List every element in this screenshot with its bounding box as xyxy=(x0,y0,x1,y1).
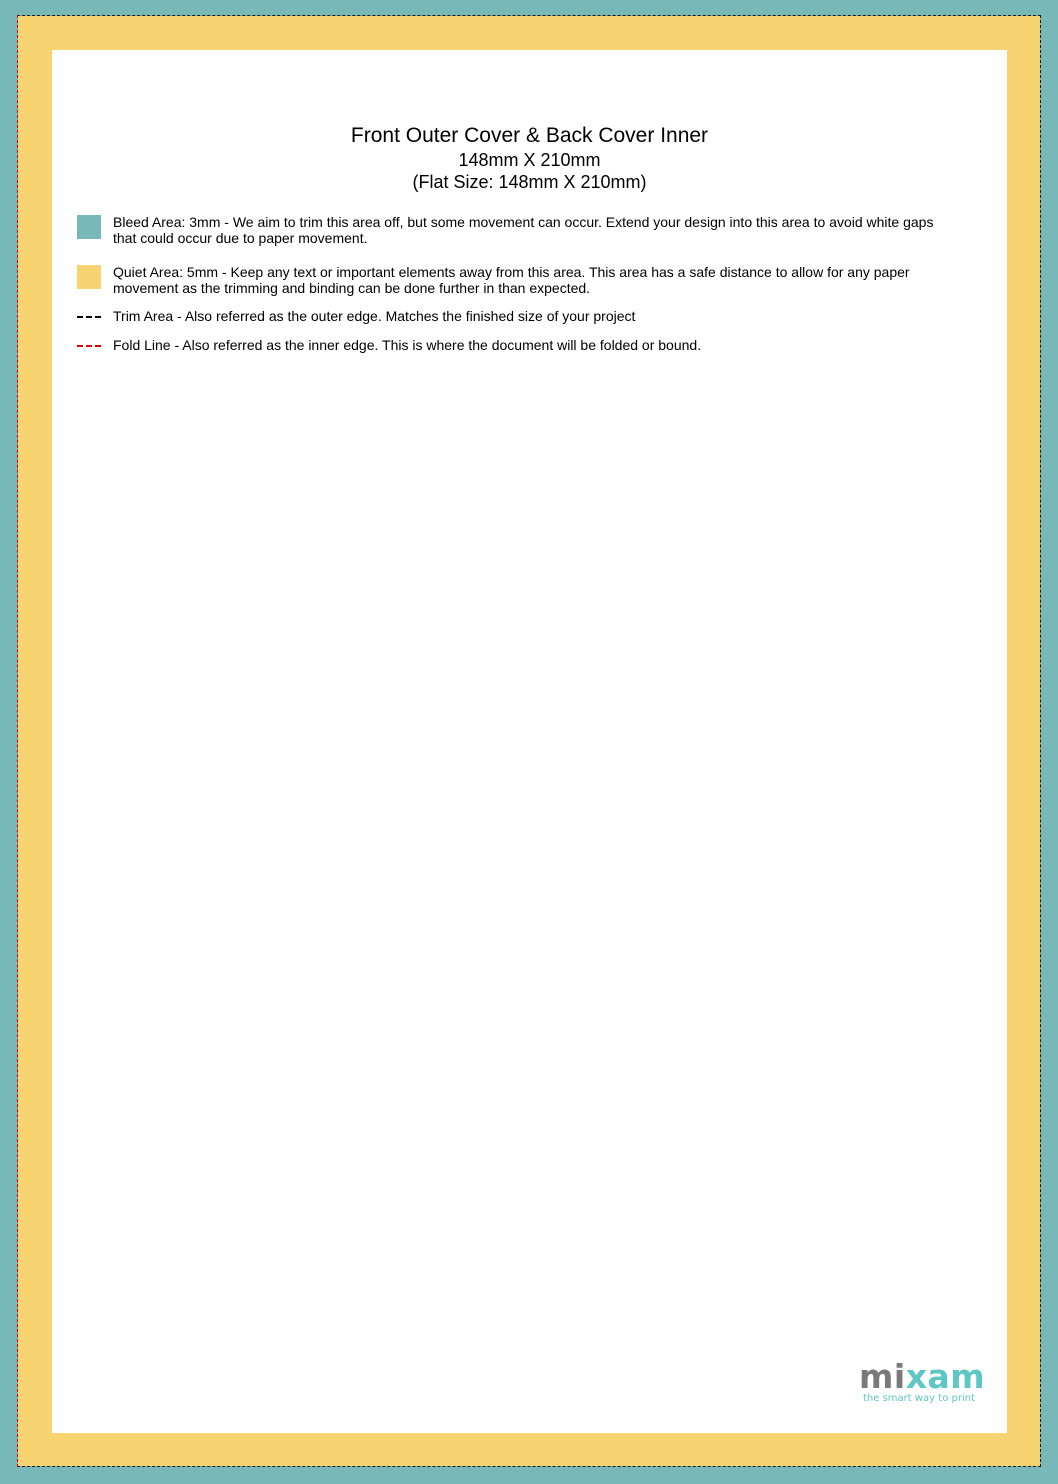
quiet-swatch-icon xyxy=(77,265,101,289)
fold-line-swatch-icon xyxy=(77,345,101,347)
legend-text-quiet: Quiet Area: 5mm - Keep any text or important elements away from this area. This area has a safe distance to allow for any paper movement as the trimming and binding can be done further in than expected. xyxy=(113,264,910,296)
logo-tagline: the smart way to print xyxy=(863,1393,975,1404)
legend-item-bleed xyxy=(77,214,937,246)
logo-word-part-1: mi xyxy=(859,1357,906,1396)
trim-line-swatch-icon xyxy=(77,316,101,318)
flat-size: (Flat Size: 148mm X 210mm) xyxy=(412,172,647,192)
logo-wordmark xyxy=(859,1357,986,1396)
legend-text-trim: Trim Area - Also referred as the outer edge. Matches the finished size of your project xyxy=(113,308,636,324)
legend xyxy=(77,214,937,353)
mixam-logo xyxy=(859,1357,986,1405)
legend-text-fold: Fold Line - Also referred as the inner edge. This is where the document will be folded or bound. xyxy=(113,337,702,353)
legend-item-fold xyxy=(77,337,937,353)
logo-word-part-2: x xyxy=(905,1357,928,1396)
fold-line xyxy=(17,15,18,1467)
legend-text-bleed: Bleed Area: 3mm - We aim to trim this area off, but some movement can occur. Extend your design into this area to avoid white gaps that could occur due to paper movement. xyxy=(113,214,934,246)
page-title: Front Outer Cover & Back Cover Inner xyxy=(350,124,709,147)
bleed-swatch-icon xyxy=(77,215,101,239)
legend-item-quiet xyxy=(77,264,937,296)
header xyxy=(52,123,1007,193)
page-size: 148mm X 210mm xyxy=(458,150,601,170)
legend-item-trim xyxy=(77,308,937,324)
page-safe-area xyxy=(52,50,1007,1433)
logo-word-part-3: am xyxy=(927,1357,986,1396)
